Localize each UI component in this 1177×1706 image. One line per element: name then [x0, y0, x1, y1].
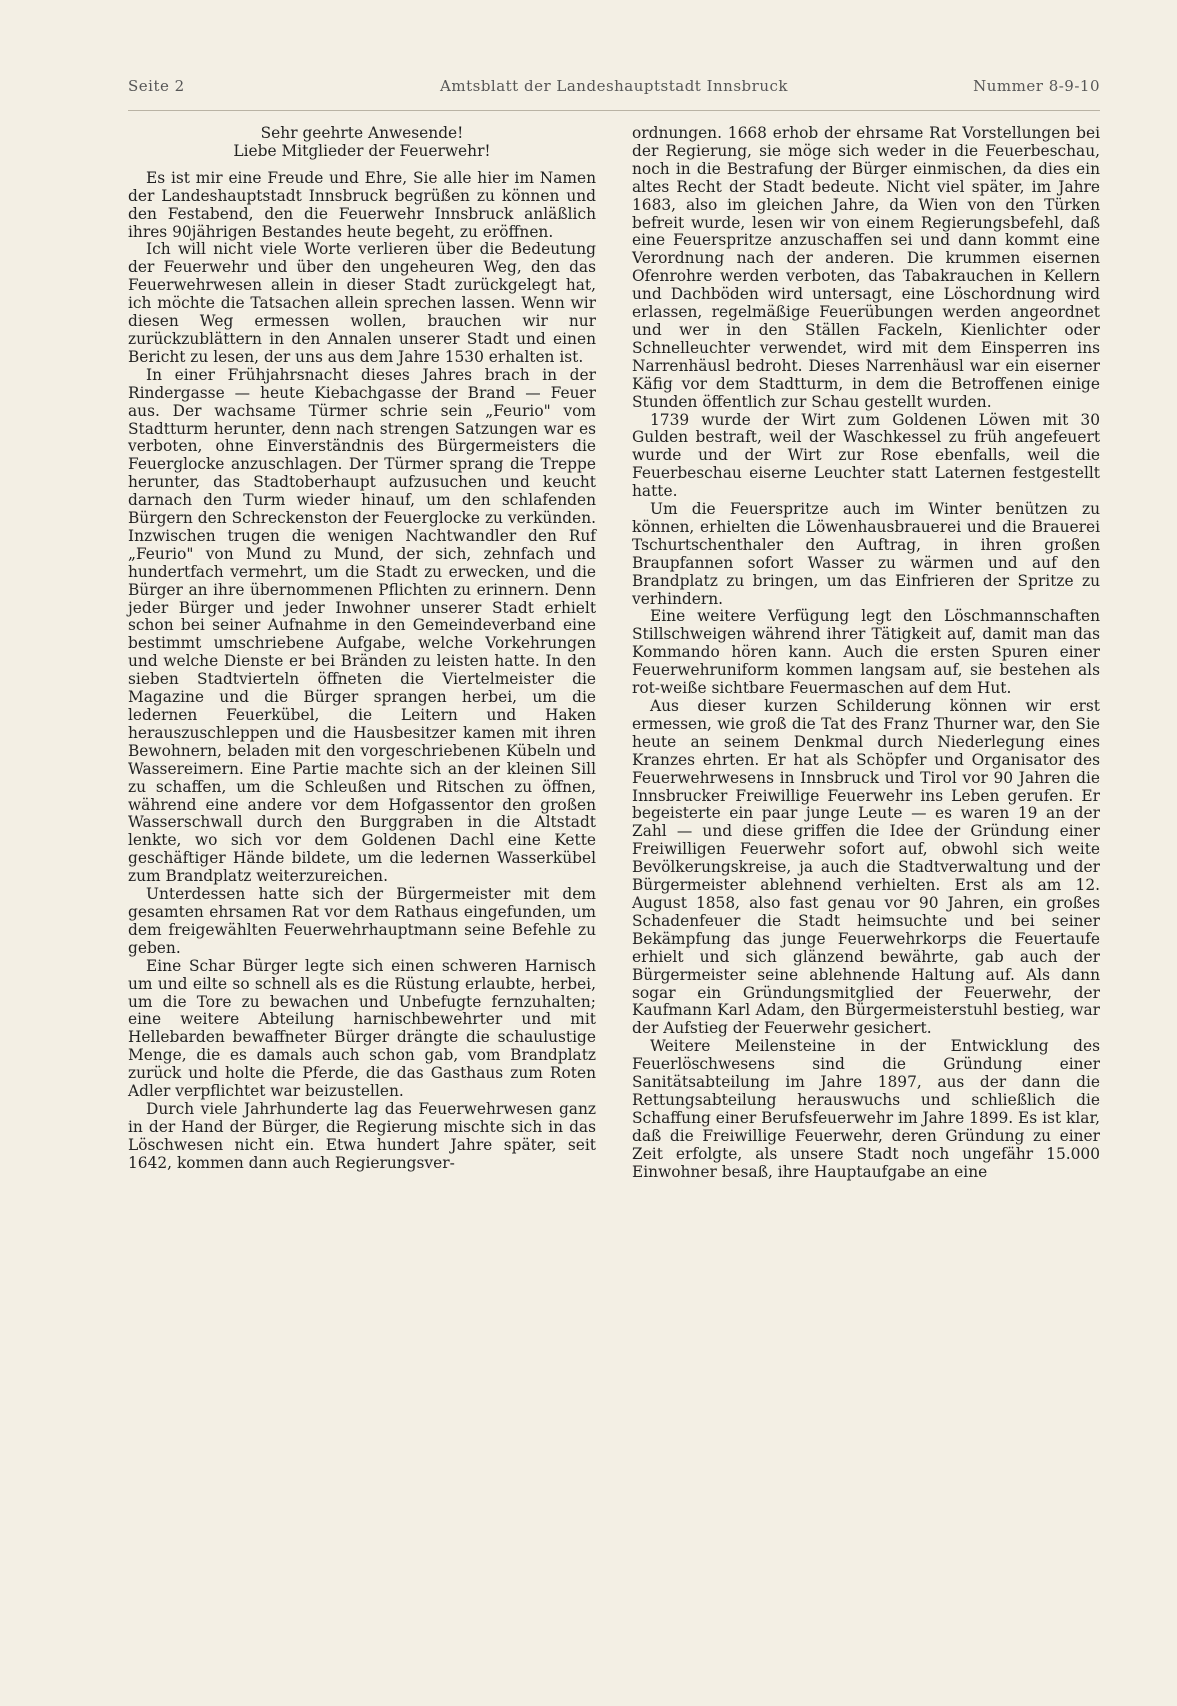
paragraph: Es ist mir eine Freude und Ehre, Sie alle hier im Namen der Landeshauptstadt Innsbruck begrüßen zu können und den Festabend, den die Feuerwehr Innsbruck anläßlich ihres 90jährigen Bestandes heute begeht, zu eröffnen.	[128, 168, 596, 241]
paragraph: Eine weitere Verfügung legt den Löschmannschaften Stillschweigen während ihrer Tätigkeit auf, damit man das Kommando hören kann. Auch die ersten Spuren einer Feuerwehruniform kommen langsam auf, sie bestehen als rot-weiße sichtbare Feuermaschen auf dem Hut.	[632, 607, 1100, 698]
paragraph: Weitere Meilensteine in der Entwicklung des Feuerlöschwesens sind die Gründung einer Sanitätsabteilung im Jahre 1897, aus der dann die Rettungsabteilung herauswuchs und schließlich die Schaffung einer Berufsfeuerwehr im Jahre 1899. Es ist klar, daß die Freiwillige Feuerwehr, deren Gründung zu einer Zeit erfolgte, als unsere Stadt noch ungefähr 15.000 Einwohner besaß, ihre Hauptaufgabe an eine	[632, 1037, 1100, 1181]
paragraph: Eine Schar Bürger legte sich einen schweren Harnisch um und eilte so schnell als es die Rüstung erlaubte, herbei, um die Tore zu bewachen und Unbefugte fernzuhalten; eine weitere Abteilung harnischbewehrter und mit Hellebarden bewaffneter Bürger drängte die schaulustige Menge, die es damals auch schon gab, vom Brandplatz zurück und holte die Pferde, die das Gasthaus zum Roten Adler verpflichtet war beizustellen.	[128, 956, 596, 1101]
right-column	[632, 125, 1100, 1181]
paragraph: In einer Frühjahrsnacht dieses Jahres brach in der Rindergasse — heute Kiebachgasse der Brand — Feuer aus. Der wachsame Türmer schrie sein „Feurio" vom Stadtturm herunter, denn nach strengen Satzungen war es verboten, ohne Einverständnis des Bürgermeisters die Feuerglocke anzuschlagen. Der Türmer sprang die Treppe herunter, das Stadtoberhaupt aufzusuchen und keucht darnach den Turm wieder hinauf, um den schlafenden Bürgern den Schreckenston der Feuerglocke zu verkünden. Inzwischen trugen die wenigen Nachtwandler den Ruf „Feurio" von Mund zu Mund, der sich, zehnfach und hundertfach vermehrt, um die Stadt zu erwecken, und die Bürger an ihre übernommenen Pflichten zu erinnern. Denn jeder Bürger und jeder Inwohner unserer Stadt erhielt schon bei seiner Aufnahme in den Gemeindeverband eine bestimmt umschriebene Aufgabe, welche Vorkehrungen und welche Dienste er bei Bränden zu leisten hatte. In den sieben Stadtvierteln öffneten die Viertelmeister die Magazine und die Bürger sprangen herbei, um die ledernen Feuerkübel, die Leitern und Haken herauszuschleppen und die Hausbesitzer kamen mit ihren Bewohnern, beladen mit den vorgeschriebenen Kübeln und Wassereimern. Eine Partie machte sich an der kleinen Sill zu schaffen, um die Schleußen und Ritschen zu öffnen, während eine andere vor dem Hofgassentor den großen Wasserschwall durch den Burggraben in die Altstadt lenkte, wo sich vor dem Goldenen Dachl eine Kette geschäftiger Hände bildete, um die ledernen Wasserkübel zum Brandplatz weiterzureichen.	[128, 365, 596, 886]
paragraph: Aus dieser kurzen Schilderung können wir erst ermessen, wie groß die Tat des Franz Thurner war, den Sie heute an seinem Denkmal durch Niederlegung eines Kranzes ehrten. Er hat als Schöpfer und Organisator des Feuerwehrwesens in Innsbruck und Tirol vor 90 Jahren die Innsbrucker Freiwillige Feuerwehr ins Leben gerufen. Er begeisterte ein paar junge Leute — es waren 19 an der Zahl — und diese griffen die Idee der Gründung einer Freiwilligen Feuerwehr sofort auf, obwohl sich weite Bevölkerungskreise, ja auch die Stadtverwaltung und der Bürgermeister ablehnend verhielten. Erst als am 12. August 1858, also fast genau vor 90 Jahren, ein großes Schadenfeuer die Stadt heimsuchte und bei seiner Bekämpfung das junge Feuerwehrkorps die Feuertaufe erhielt und sich glänzend bewährte, gab auch der Bürgermeister seine ablehnende Haltung auf. Als dann sogar ein Gründungsmitglied der Feuerwehr, der Kaufmann Karl Adam, den Bürgermeisterstuhl bestieg, war der Aufstieg der Feuerwehr gesichert.	[632, 697, 1100, 1038]
salutation-line: Sehr geehrte Anwesende!	[260, 124, 464, 142]
running-header	[128, 77, 1100, 101]
paragraph: Durch viele Jahrhunderte lag das Feuerwehrwesen ganz in der Hand der Bürger, die Regierung mischte sich in das Löschwesen nicht ein. Etwa hundert Jahre später, seit 1642, kommen dann auch Regierungsver-	[128, 1099, 596, 1172]
paragraph: 1739 wurde der Wirt zum Goldenen Löwen mit 30 Gulden bestraft, weil der Waschkessel zu früh angefeuert wurde und der Wirt zur Rose ebenfalls, weil die Feuerbeschau eiserne Leuchter statt Laternen festgestellt hatte.	[632, 410, 1100, 501]
issue-number: Nummer 8-9-10	[973, 77, 1100, 95]
salutation-line: Liebe Mitglieder der Feuerwehr!	[233, 141, 491, 160]
paragraph: Unterdessen hatte sich der Bürgermeister mit dem gesamten ehrsamen Rat vor dem Rathaus eingefunden, um dem freigewählten Feuerwehrhauptmann seine Befehle zu geben.	[128, 885, 596, 957]
left-column	[128, 125, 596, 1173]
paragraph: Ich will nicht viele Worte verlieren über die Bedeutung der Feuerwehr und über den ungeheuren Weg, den das Feuerwehrwesen allein in dieser Stadt zurückgelegt hat, ich möchte die Tatsachen allein sprechen lassen. Wenn wir diesen Weg ermessen wollen, brauchen wir nur zurückzublättern in den Annalen unserer Stadt und einen Bericht zu lesen, der uns aus dem Jahre 1530 erhalten ist.	[128, 240, 596, 366]
header-rule	[128, 110, 1100, 111]
paragraph: Um die Feuerspritze auch im Winter benützen zu können, erhielten die Löwenhausbrauerei und die Brauerei Tschurtschenthaler den Auftrag, in ihren großen Braupfannen sofort Wasser zu wärmen und auf den Brandplatz zu bringen, um das Einfrieren der Spritze zu verhindern.	[632, 500, 1100, 608]
paragraph: ordnungen. 1668 erhob der ehrsame Rat Vorstellungen bei der Regierung, sie möge sich weder in die Feuerbeschau, noch in die Bestrafung der Bürger einmischen, da dies ein altes Recht der Stadt bedeute. Nicht viel später, im Jahre 1683, also im gleichen Jahre, da Wien von den Türken befreit wurde, lesen wir von einem Regierungsbefehl, daß eine Feuerspritze anzuschaffen sei und dann kommt eine Verordnung nach der anderen. Die krummen eisernen Ofenrohre werden verboten, das Tabakrauchen in Kellern und Dachböden wird untersagt, eine Löschordnung wird erlassen, regelmäßige Feuerübungen werden angeordnet und wer in den Ställen Fackeln, Kienlichter oder Schnelleuchter verwendet, wird mit dem Einsperren ins Narrenhäusl bedroht. Dieses Narrenhäusl war ein eiserner Käfig vor dem Stadtturm, in dem die Betroffenen einige Stunden öffentlich zur Schau gestellt wurden.	[632, 124, 1100, 411]
publication-title: Amtsblatt der Landeshauptstadt Innsbruck	[440, 77, 788, 95]
page-number-label: Seite 2	[128, 77, 185, 95]
